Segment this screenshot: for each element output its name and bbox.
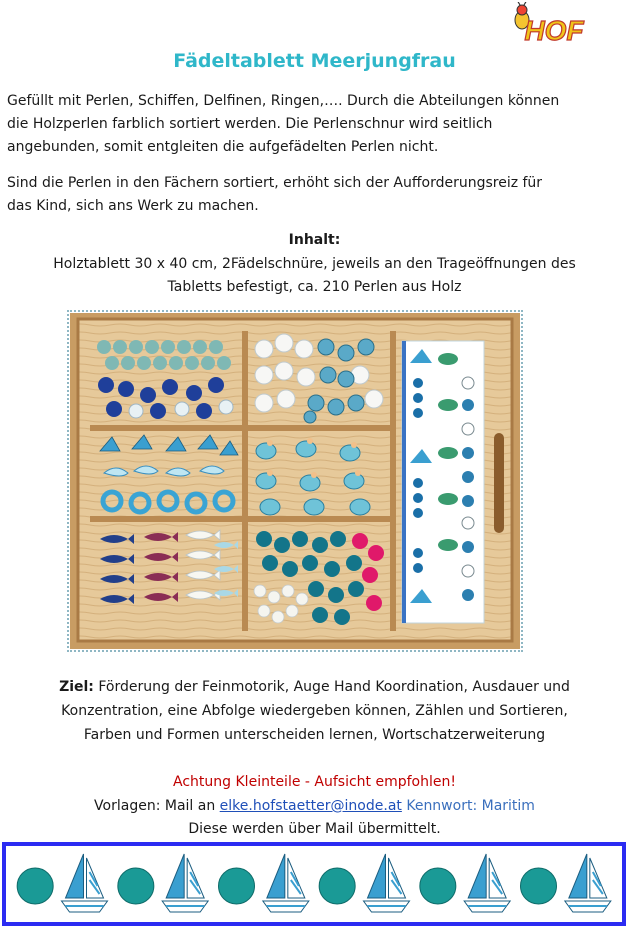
mermaid-compartment bbox=[256, 438, 370, 515]
contents-line: Tabletts befestigt, ca. 210 Perlen aus Holz bbox=[167, 279, 462, 295]
pattern-card-strip bbox=[402, 341, 484, 623]
logo-text: HOF bbox=[524, 15, 584, 46]
contents-line: Holztablett 30 x 40 cm, 2Fädelschnüre, jeweils an den Trageöffnungen des bbox=[53, 256, 576, 272]
safety-warning: Achtung Kleinteile - Aufsicht empfohlen! bbox=[173, 774, 456, 790]
sailboat-icon bbox=[162, 854, 208, 912]
hof-logo bbox=[508, 2, 590, 48]
threading-tray-photo bbox=[70, 313, 520, 649]
teal-circle-icon bbox=[319, 868, 355, 904]
teal-circle-icon bbox=[118, 868, 154, 904]
sailboat-icon bbox=[62, 854, 108, 912]
motivation-paragraph bbox=[7, 172, 607, 218]
goal-line bbox=[0, 676, 629, 699]
goal-line: Konzentration, eine Abfolge wiedergeben können, Zählen und Sortieren, bbox=[61, 703, 568, 719]
intro-line: die Holzperlen farblich sortiert werden. Die Perlenschnur wird seitlich bbox=[7, 116, 493, 132]
intro-paragraph bbox=[7, 90, 607, 159]
contact-prefix: Vorlagen: Mail an bbox=[94, 798, 220, 814]
email-link[interactable]: elke.hofstaetter@inode.at bbox=[219, 798, 402, 814]
decorative-border-strip bbox=[2, 842, 626, 926]
delivery-note: Diese werden über Mail übermittelt. bbox=[188, 821, 441, 837]
keyword-text: Kennwort: Maritim bbox=[401, 798, 535, 814]
goal-text: Förderung der Feinmotorik, Auge Hand Koordination, Ausdauer und bbox=[93, 679, 570, 695]
goal-line: Farben und Formen unterscheiden lernen, Wortschatzerweiterung bbox=[83, 727, 546, 743]
goal-label: Ziel: bbox=[59, 679, 94, 695]
contact-line bbox=[0, 795, 629, 818]
intro-line: Gefüllt mit Perlen, Schiffen, Delfinen, Ringen,…. Durch die Abteilungen können bbox=[7, 93, 560, 109]
contents-heading: Inhalt: bbox=[288, 232, 341, 248]
teal-circle-icon bbox=[219, 868, 255, 904]
motivation-line: das Kind, sich ans Werk zu machen. bbox=[7, 198, 259, 214]
teal-circle-icon bbox=[521, 868, 557, 904]
motivation-line: Sind die Perlen in den Fächern sortiert, erhöht sich der Aufforderungsreiz für bbox=[7, 175, 543, 191]
sailboat-icon bbox=[263, 854, 309, 912]
sailboat-icon bbox=[464, 854, 510, 912]
sailboat-icon bbox=[565, 854, 611, 912]
page-title: Fädeltablett Meerjungfrau bbox=[173, 50, 456, 72]
intro-line: angebunden, somit entgleiten die aufgefädelten Perlen nicht. bbox=[7, 139, 439, 155]
teal-circle-icon bbox=[17, 868, 53, 904]
sailboat-icon bbox=[364, 854, 410, 912]
border-pattern bbox=[6, 846, 622, 922]
teal-circle-icon bbox=[420, 868, 456, 904]
